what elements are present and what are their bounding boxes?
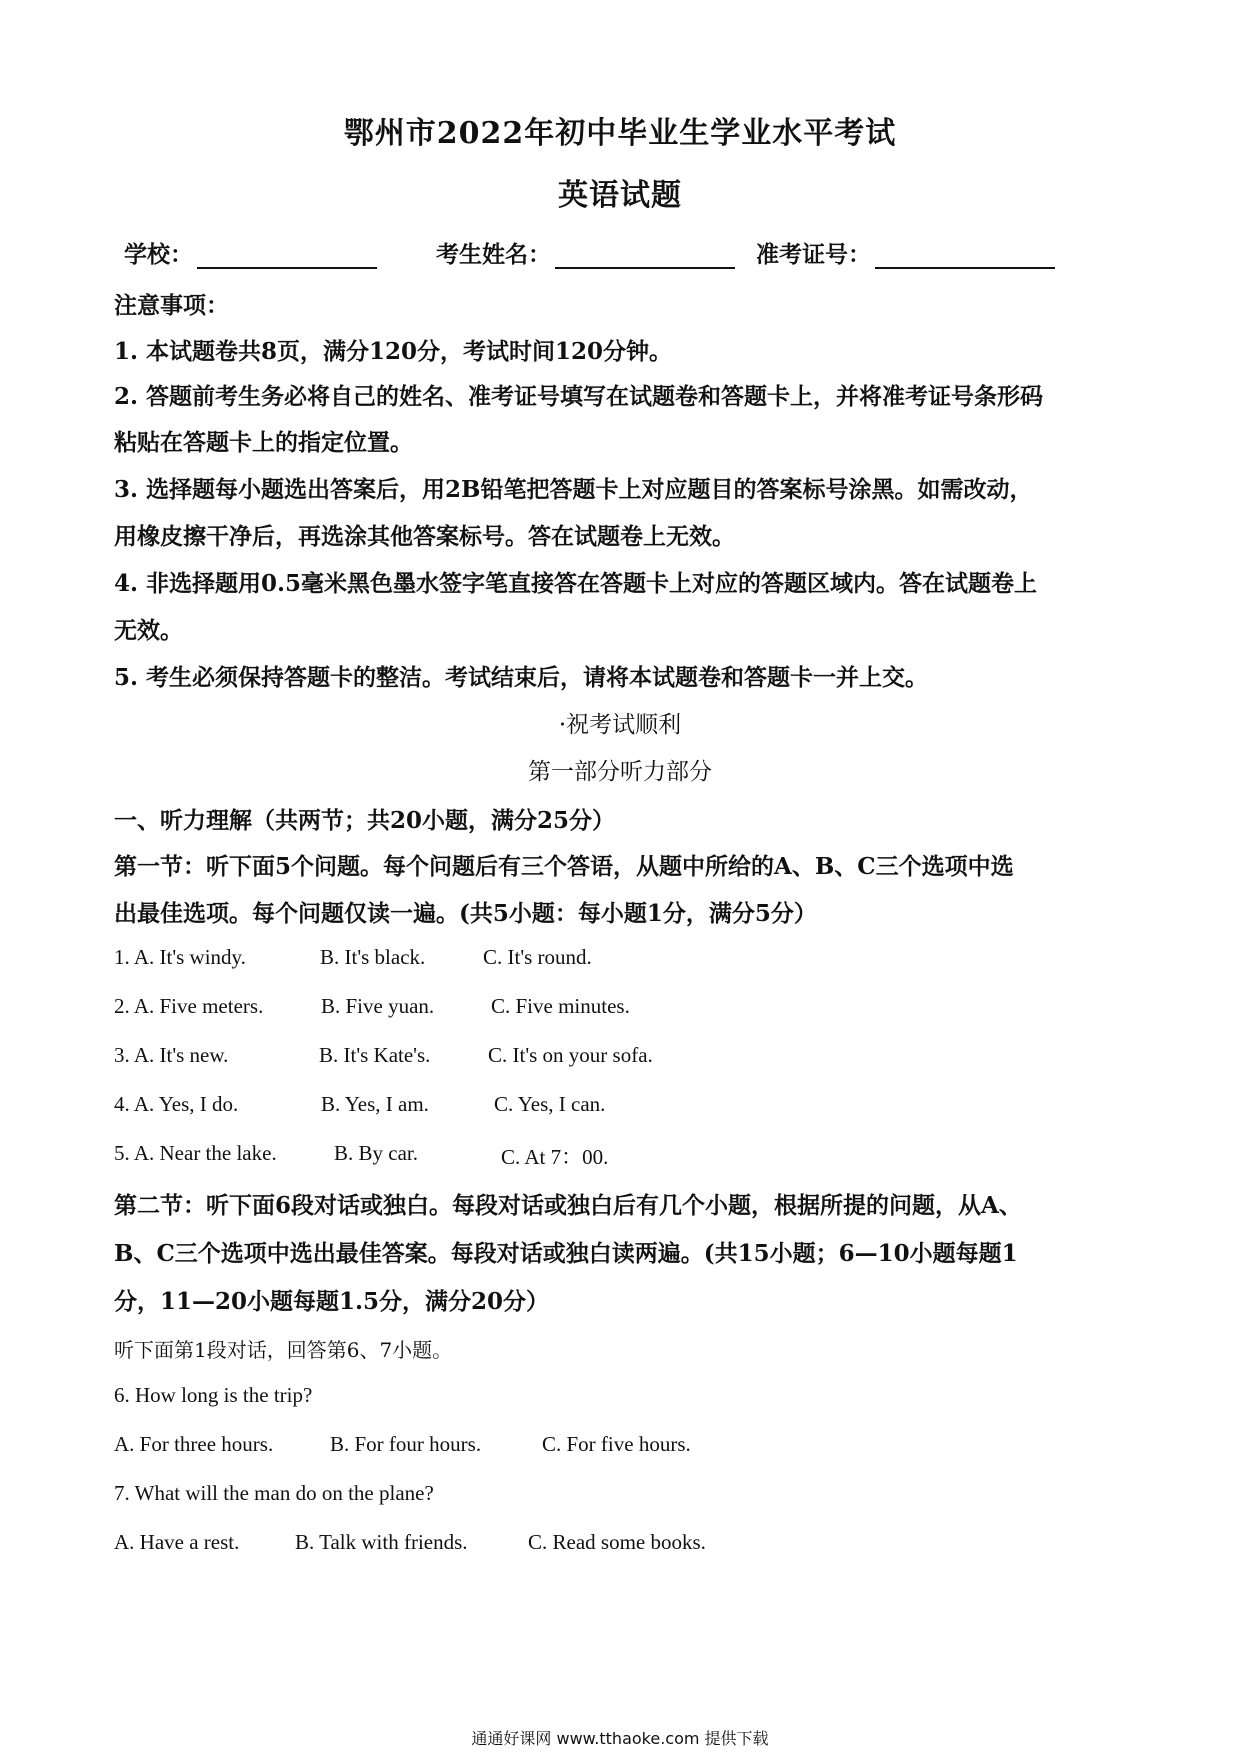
note-line: 4. 非选择题用0.5毫米黑色墨水签字笔直接答在答题卡上对应的答题区域内。答在试题卷上 [114, 570, 1038, 597]
option-b: B. It's Kate's. [319, 1043, 431, 1067]
option-a: A. Have a rest. [114, 1530, 240, 1554]
option-c: C. For five hours. [542, 1432, 691, 1456]
note-line: 用橡皮擦干净后，再选涂其他答案标号。答在试题卷上无效。 [114, 523, 735, 550]
option-a: 4. A. Yes, I do. [114, 1092, 239, 1116]
note-line: 3. 选择题每小题选出答案后，用2B铅笔把答题卡上对应题目的答案标号涂黑。如需改动， [114, 476, 1033, 503]
option-b: B. Five yuan. [321, 994, 435, 1018]
option-b: B. For four hours. [330, 1432, 482, 1456]
exam-title: 鄂州市2022年初中毕业生学业水平考试 [343, 116, 897, 151]
option-c: C. At 7：00. [501, 1145, 609, 1169]
student-info-fields [124, 236, 1124, 272]
name-field[interactable] [436, 236, 735, 269]
part2-intro-line: 第二节：听下面6段对话或独白。每段对话或独白后有几个小题，根据所提的问题，从A、 [114, 1192, 1022, 1219]
option-c: C. Yes, I can. [494, 1092, 606, 1116]
option-a: 2. A. Five meters. [114, 994, 264, 1018]
option-a: 5. A. Near the lake. [114, 1141, 277, 1165]
note-line: 2. 答题前考生务必将自己的姓名、准考证号填写在试题卷和答题卡上，并将准考证号条形码 [114, 383, 1044, 410]
page-footer: 通通好课网 www.tthaoke.com 提供下载 [471, 1729, 769, 1748]
ticket-number-field[interactable] [756, 236, 1055, 269]
part1-intro-line: 出最佳选项。每个问题仅读一遍。(共5小题：每小题1分，满分5分） [114, 900, 817, 927]
exam-subtitle: 英语试题 [558, 178, 682, 213]
name-blank[interactable] [555, 241, 735, 269]
notes-heading: 注意事项： [114, 292, 229, 319]
option-c: C. Five minutes. [491, 994, 630, 1018]
option-b: B. It's black. [320, 945, 426, 969]
note-line: 无效。 [114, 617, 183, 644]
school-blank[interactable] [197, 241, 377, 269]
option-b: B. Yes, I am. [321, 1092, 429, 1116]
section1-heading: 一、听力理解（共两节；共20小题，满分25分） [114, 807, 616, 834]
option-c: C. Read some books. [528, 1530, 706, 1554]
option-a: A. For three hours. [114, 1432, 274, 1456]
wish-text: ·祝考试顺利 [558, 712, 682, 738]
part1-intro-line: 第一节：听下面5个问题。每个问题后有三个答语，从题中所给的A、B、C三个选项中选 [114, 853, 1014, 880]
question-7-stem: 7. What will the man do on the plane? [114, 1481, 434, 1505]
part1-title: 第一部分听力部分 [528, 759, 712, 785]
option-b: B. Talk with friends. [295, 1530, 468, 1554]
option-b: B. By car. [334, 1141, 418, 1165]
question-6-stem: 6. How long is the trip? [114, 1383, 313, 1407]
name-label: 考生姓名： [436, 241, 551, 268]
option-c: C. It's on your sofa. [488, 1043, 653, 1067]
school-label: 学校： [124, 241, 193, 268]
option-a: 1. A. It's windy. [114, 945, 246, 969]
option-a: 3. A. It's new. [114, 1043, 229, 1067]
ticket-number-label: 准考证号： [756, 241, 871, 268]
ticket-number-blank[interactable] [875, 241, 1055, 269]
part2-intro-line: B、C三个选项中选出最佳答案。每段对话或独白读两遍。(共15小题；6—10小题每题1 [114, 1240, 1018, 1267]
note-line: 1. 本试题卷共8页，满分120分，考试时间120分钟。 [114, 338, 673, 365]
dialog1-intro: 听下面第1段对话，回答第6、7小题。 [114, 1338, 453, 1362]
part2-intro-line: 分，11—20小题每题1.5分，满分20分） [114, 1288, 550, 1315]
school-field[interactable] [124, 236, 377, 269]
option-c: C. It's round. [483, 945, 592, 969]
note-line: 粘贴在答题卡上的指定位置。 [114, 429, 413, 456]
note-line: 5. 考生必须保持答题卡的整洁。考试结束后，请将本试题卷和答题卡一并上交。 [114, 664, 929, 691]
